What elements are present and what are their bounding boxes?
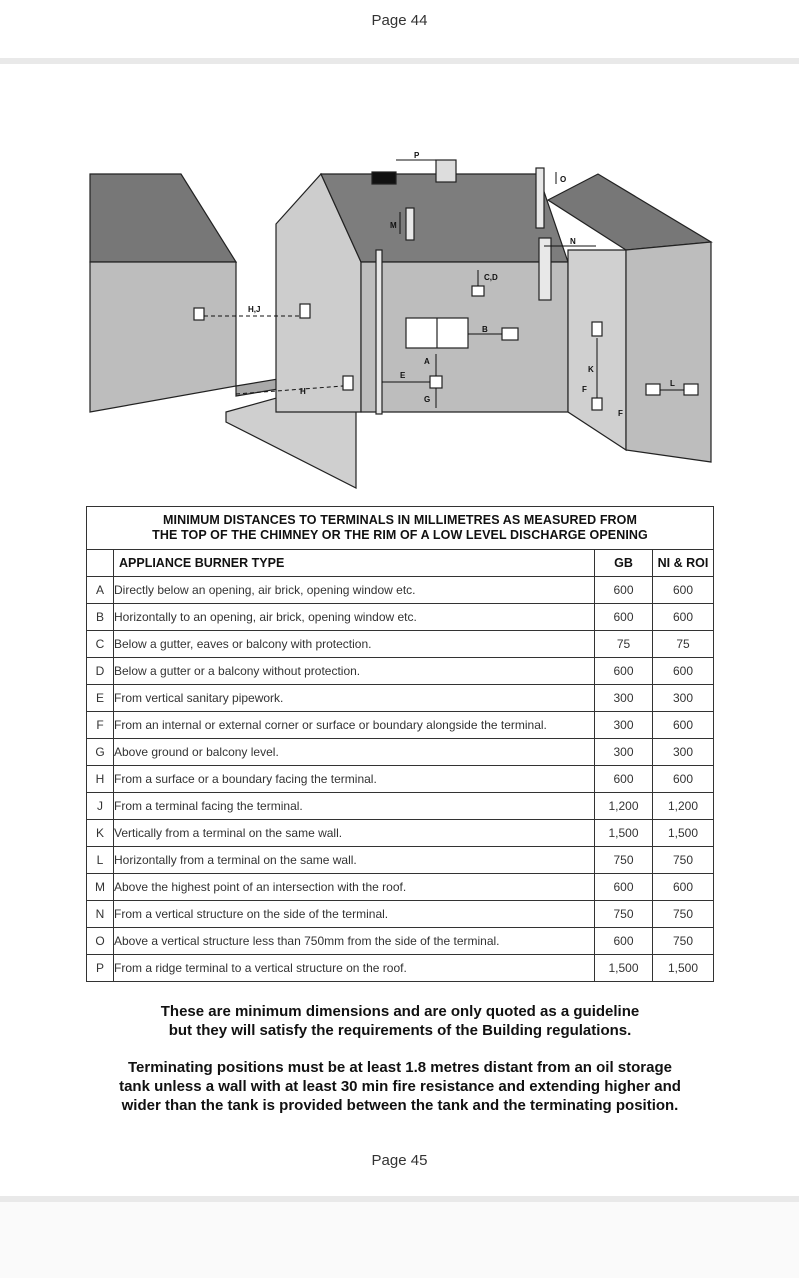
- row-ni-roi-value: 75: [653, 631, 714, 658]
- label-e: E: [400, 371, 406, 380]
- row-letter: G: [87, 739, 114, 766]
- table-row: [87, 604, 714, 631]
- table-heading: [87, 507, 714, 550]
- roof-pipe: [406, 208, 414, 240]
- page-separator-top: [0, 58, 799, 64]
- row-letter: E: [87, 685, 114, 712]
- row-gb-value: 1,200: [595, 793, 653, 820]
- row-letter: F: [87, 712, 114, 739]
- row-gb-value: 600: [595, 577, 653, 604]
- terminal-cd: [472, 286, 484, 296]
- row-letter: B: [87, 604, 114, 631]
- row-gb-value: 1,500: [595, 955, 653, 982]
- header-gb: GB: [595, 550, 653, 577]
- table-row: [87, 820, 714, 847]
- row-gb-value: 300: [595, 739, 653, 766]
- row-description: Below a gutter, eaves or balcony with protection.: [114, 631, 595, 658]
- row-description: From a surface or a boundary facing the terminal.: [114, 766, 595, 793]
- row-gb-value: 75: [595, 631, 653, 658]
- row-description: Above ground or balcony level.: [114, 739, 595, 766]
- oil-tank-note-line-3: wider than the tank is provided between the tank and the terminating position.: [121, 1097, 679, 1114]
- page-label-top: Page 44: [371, 12, 428, 29]
- row-letter: K: [87, 820, 114, 847]
- flue-stack: [539, 238, 551, 300]
- terminal-hj-left: [194, 308, 204, 320]
- label-b: B: [482, 325, 488, 334]
- table-row: [87, 766, 714, 793]
- table-row: [87, 712, 714, 739]
- table-heading-line-2: THE TOP OF THE CHIMNEY OR THE RIM OF A LOW LEVEL DISCHARGE OPENING: [152, 528, 648, 542]
- label-o: O: [560, 175, 567, 184]
- row-description: Horizontally from a terminal on the same wall.: [114, 847, 595, 874]
- row-ni-roi-value: 600: [653, 874, 714, 901]
- left-building-wall: [90, 262, 236, 412]
- guideline-note-line-2: but they will satisfy the requirements of the Building regulations.: [168, 1022, 632, 1039]
- row-ni-roi-value: 300: [653, 685, 714, 712]
- row-gb-value: 750: [595, 901, 653, 928]
- row-ni-roi-value: 600: [653, 577, 714, 604]
- right-building-front-wall: [626, 242, 711, 462]
- row-ni-roi-value: 600: [653, 604, 714, 631]
- table-heading-line-1: MINIMUM DISTANCES TO TERMINALS IN MILLIMETRES AS MEASURED FROM: [163, 513, 638, 527]
- table-row: [87, 901, 714, 928]
- oil-tank-note-line-1: Terminating positions must be at least 1.8 metres distant from an oil storage: [127, 1059, 672, 1076]
- row-ni-roi-value: 1,500: [653, 955, 714, 982]
- row-description: From a terminal facing the terminal.: [114, 793, 595, 820]
- row-description: From an internal or external corner or surface or boundary alongside the terminal.: [114, 712, 595, 739]
- oil-tank-note: [60, 1058, 740, 1115]
- row-gb-value: 750: [595, 847, 653, 874]
- terminal-h: [343, 376, 353, 390]
- row-ni-roi-value: 750: [653, 901, 714, 928]
- table-row: [87, 685, 714, 712]
- header-letter-cell: [87, 550, 114, 577]
- row-letter: M: [87, 874, 114, 901]
- label-f2: F: [618, 409, 623, 418]
- label-a: A: [424, 357, 430, 366]
- row-description: Above the highest point of an intersection with the roof.: [114, 874, 595, 901]
- row-description: Vertically from a terminal on the same wall.: [114, 820, 595, 847]
- table-row: [87, 631, 714, 658]
- table-row: [87, 577, 714, 604]
- guideline-note-line-1: These are minimum dimensions and are only quoted as a guideline: [160, 1003, 640, 1020]
- ridge-terminal: [436, 160, 456, 182]
- row-gb-value: 600: [595, 874, 653, 901]
- row-letter: O: [87, 928, 114, 955]
- row-ni-roi-value: 750: [653, 847, 714, 874]
- row-description: Above a vertical structure less than 750mm from the side of the terminal.: [114, 928, 595, 955]
- table-row: [87, 739, 714, 766]
- ridge-block: [372, 172, 396, 184]
- row-gb-value: 600: [595, 766, 653, 793]
- vertical-pipe: [536, 168, 544, 228]
- row-ni-roi-value: 600: [653, 766, 714, 793]
- row-ni-roi-value: 600: [653, 658, 714, 685]
- page-label-bottom: Page 45: [371, 1152, 428, 1169]
- row-letter: J: [87, 793, 114, 820]
- row-description: From vertical sanitary pipework.: [114, 685, 595, 712]
- row-letter: N: [87, 901, 114, 928]
- left-building-roof: [90, 174, 236, 262]
- next-page-blank: [0, 1202, 799, 1278]
- row-ni-roi-value: 750: [653, 928, 714, 955]
- table-row: [87, 874, 714, 901]
- row-gb-value: 300: [595, 712, 653, 739]
- row-gb-value: 600: [595, 604, 653, 631]
- row-gb-value: 300: [595, 685, 653, 712]
- row-letter: D: [87, 658, 114, 685]
- label-f1: F: [582, 385, 587, 394]
- table-row: [87, 928, 714, 955]
- row-letter: C: [87, 631, 114, 658]
- label-k: K: [588, 365, 594, 374]
- label-g: G: [424, 395, 431, 404]
- row-gb-value: 600: [595, 928, 653, 955]
- label-m: M: [390, 221, 397, 230]
- row-letter: P: [87, 955, 114, 982]
- terminal-b: [502, 328, 518, 340]
- terminal-hj-right: [300, 304, 310, 318]
- row-description: Horizontally to an opening, air brick, opening window etc.: [114, 604, 595, 631]
- guideline-note: [60, 1002, 740, 1040]
- terminal-l-right: [684, 384, 698, 395]
- row-letter: H: [87, 766, 114, 793]
- row-ni-roi-value: 300: [653, 739, 714, 766]
- header-ni-roi: NI & ROI: [653, 550, 714, 577]
- label-cd: C,D: [484, 273, 498, 282]
- label-l: L: [670, 379, 675, 388]
- row-gb-value: 600: [595, 658, 653, 685]
- row-ni-roi-value: 600: [653, 712, 714, 739]
- row-description: Below a gutter or a balcony without protection.: [114, 658, 595, 685]
- terminal-k-top: [592, 322, 602, 336]
- label-p: P: [414, 151, 420, 160]
- row-description: From a ridge terminal to a vertical structure on the roof.: [114, 955, 595, 982]
- row-letter: L: [87, 847, 114, 874]
- downpipe: [376, 250, 382, 414]
- row-gb-value: 1,500: [595, 820, 653, 847]
- terminal-l-left: [646, 384, 660, 395]
- table-row: [87, 658, 714, 685]
- row-ni-roi-value: 1,500: [653, 820, 714, 847]
- label-hj: H,J: [248, 305, 261, 314]
- label-n: N: [570, 237, 576, 246]
- table-row: [87, 847, 714, 874]
- house-roof: [321, 174, 568, 262]
- row-description: From a vertical structure on the side of the terminal.: [114, 901, 595, 928]
- label-h: H: [300, 387, 306, 396]
- terminal-k-bottom: [592, 398, 602, 410]
- oil-tank-note-line-2: tank unless a wall with at least 30 min fire resistance and extending higher and: [119, 1078, 681, 1095]
- row-description: Directly below an opening, air brick, opening window etc.: [114, 577, 595, 604]
- row-letter: A: [87, 577, 114, 604]
- terminal-a: [430, 376, 442, 388]
- terminal-positions-diagram: [86, 150, 716, 495]
- row-ni-roi-value: 1,200: [653, 793, 714, 820]
- minimum-distances-table: [86, 506, 714, 982]
- header-appliance-burner-type: APPLIANCE BURNER TYPE: [114, 550, 595, 577]
- table-row: [87, 793, 714, 820]
- table-row: [87, 955, 714, 982]
